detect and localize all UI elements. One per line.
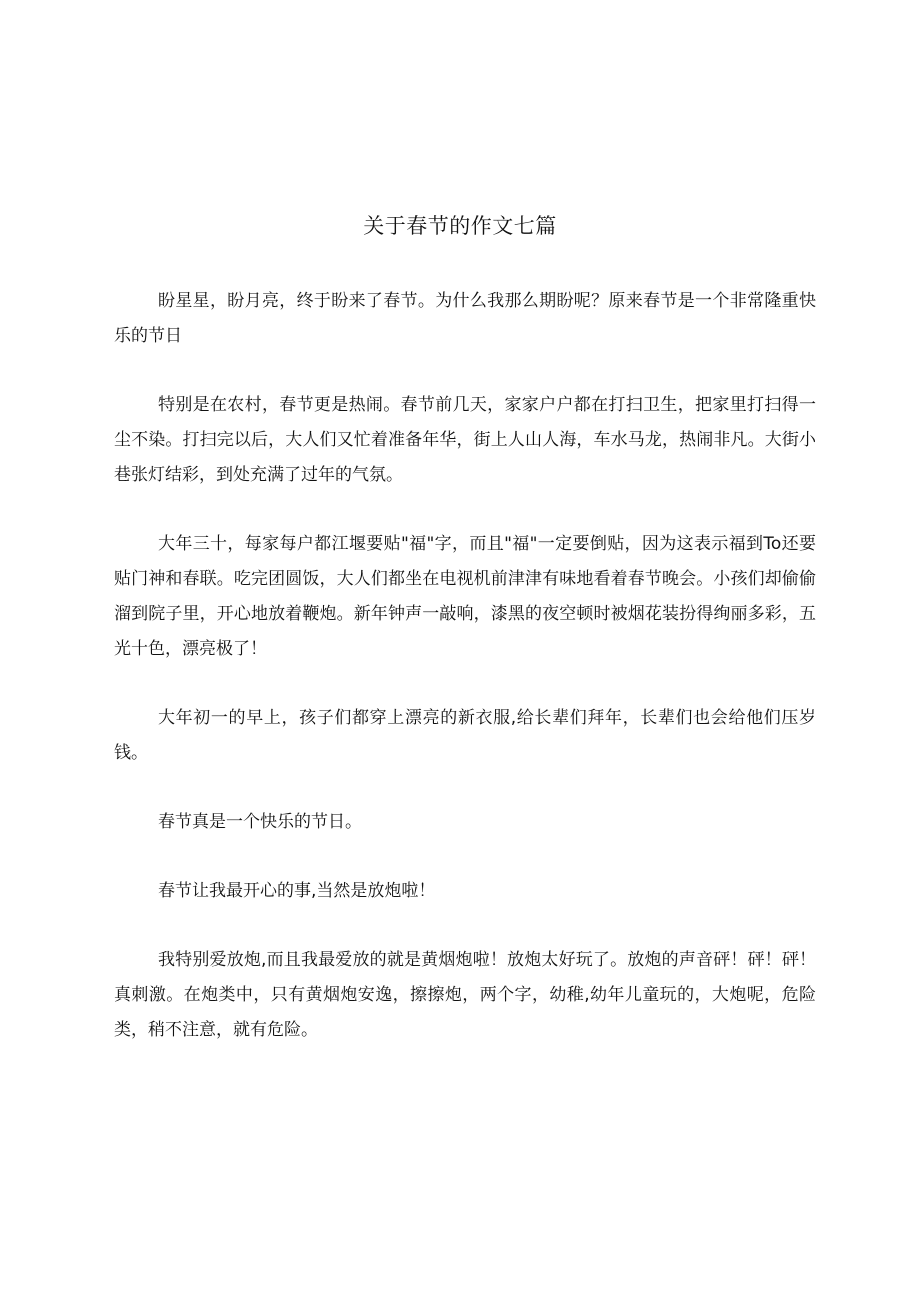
paragraph: 春节真是一个快乐的节日。 — [158, 812, 362, 832]
paragraph: 特别是在农村，春节更是热闹。春节前几天，家家户户都在打扫卫生，把家里打扫得一尘不染。打扫完以后，大人们又忙着准备年华，街上人山人海，车水马龙，热闹非凡。大街小巷张灯结彩，到处充满了过年的气氛。 — [114, 395, 816, 485]
paragraph: 大年三十，每家每户都江堰要贴"福"字，而且"福"一定要倒贴，因为这表示福到To还要贴门神和春联。吃完团圆饭，大人们都坐在电视机前津津有味地看着春节晚会。小孩们却偷偷溜到院子里，开心地放着鞭炮。新年钟声一敲响，漆黑的夜空顿时被烟花装扮得绚丽多彩，五光十色，漂亮极了！ — [114, 534, 816, 659]
document-title: 关于春节的作文七篇 — [363, 214, 557, 238]
document-body — [114, 284, 816, 1082]
paragraph: 大年初一的早上，孩子们都穿上漂亮的新衣服,给长辈们拜年，长辈们也会给他们压岁钱。 — [114, 708, 816, 763]
paragraph: 盼星星，盼月亮，终于盼来了春节。为什么我那么期盼呢？原来春节是一个非常隆重快乐的节日 — [114, 291, 816, 346]
paragraph: 我特别爱放炮,而且我最爱放的就是黄烟炮啦！放炮太好玩了。放炮的声音砰！砰！砰！真刺激。在炮类中，只有黄烟炮安逸，擦擦炮，两个字，幼稚,幼年儿童玩的，大炮呢，危险类，稍不注意，就有危险。 — [114, 950, 816, 1040]
paragraph: 春节让我最开心的事,当然是放炮啦！ — [158, 881, 436, 901]
